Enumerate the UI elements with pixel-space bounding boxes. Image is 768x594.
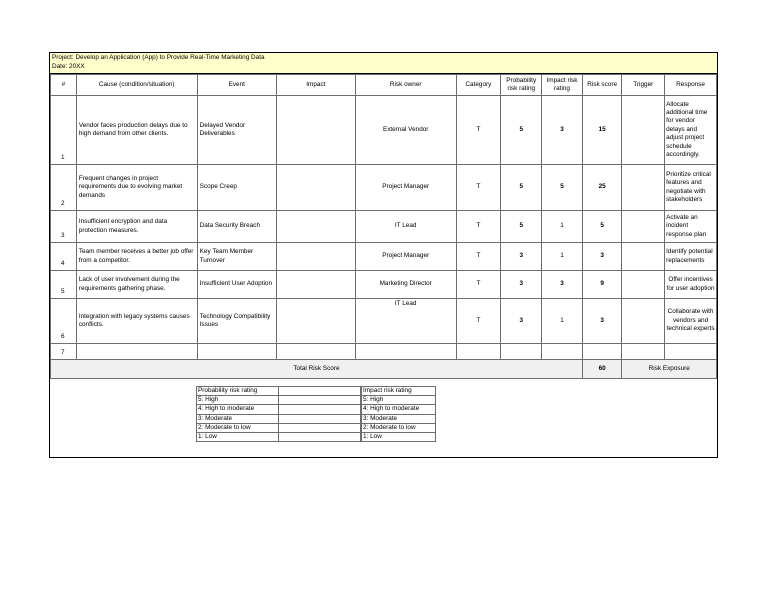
- owner-cell: Marketing Director: [355, 271, 456, 299]
- event-cell: Key Team Member Turnover: [197, 243, 276, 271]
- risk-table: [50, 74, 717, 379]
- table-row: [51, 211, 717, 243]
- cause-cell: [76, 344, 197, 360]
- col-category: Category: [456, 75, 501, 96]
- trigger-cell: [622, 344, 665, 360]
- table-row: [51, 96, 717, 165]
- event-cell: Delayed Vendor Deliverables: [197, 96, 276, 165]
- response-cell: Activate an incident response plan: [665, 211, 717, 243]
- project-title: Project: Develop an Application (App) to Provide Real-Time Marketing Data: [52, 54, 265, 61]
- score-cell: 25: [582, 165, 622, 211]
- impact-rating-cell: 1: [542, 243, 583, 271]
- legend-item: 5: High: [362, 396, 436, 405]
- owner-cell: Project Manager: [355, 165, 456, 211]
- table-row: [51, 344, 717, 360]
- trigger-cell: [622, 211, 665, 243]
- legend-item: 1: Low: [362, 433, 436, 442]
- response-cell: Offer incentives for user adoption: [665, 271, 717, 299]
- cause-cell: Lack of user involvement during the requirements gathering phase.: [76, 271, 197, 299]
- category-cell: T: [456, 165, 501, 211]
- header-row: [51, 75, 717, 96]
- table-row: [51, 271, 717, 299]
- col-score: Risk score: [582, 75, 622, 96]
- col-impact: Impact: [276, 75, 355, 96]
- score-cell: 3: [582, 299, 622, 344]
- event-cell: Data Security Breach: [197, 211, 276, 243]
- trigger-cell: [622, 299, 665, 344]
- legend-title: Probability risk rating: [197, 387, 279, 396]
- impact-rating-cell: 1: [542, 211, 583, 243]
- col-impact-rating: Impact risk rating: [542, 75, 583, 96]
- impact-cell: [276, 271, 355, 299]
- impact-rating-cell: 3: [542, 271, 583, 299]
- legend-title: Impact risk rating: [362, 387, 436, 396]
- trigger-cell: [622, 165, 665, 211]
- impact-rating-cell: 1: [542, 299, 583, 344]
- response-cell: Collaborate with vendors and technical experts: [665, 299, 717, 344]
- probability-cell: 5: [501, 96, 542, 165]
- score-cell: 15: [582, 96, 622, 165]
- legend-item: 4: High to moderate: [362, 405, 436, 414]
- row-number: 4: [51, 243, 77, 271]
- legend-item: 2: Moderate to low: [362, 423, 436, 432]
- table-row: [51, 243, 717, 271]
- row-number: 1: [51, 96, 77, 165]
- impact-rating-cell: 3: [542, 96, 583, 165]
- cause-cell: Insufficient encryption and data protection measures.: [76, 211, 197, 243]
- trigger-cell: [622, 243, 665, 271]
- score-cell: 5: [582, 211, 622, 243]
- cause-cell: Integration with legacy systems causes conflicts.: [76, 299, 197, 344]
- impact-cell: [276, 96, 355, 165]
- legend-item: 2: Moderate to low: [197, 423, 279, 432]
- probability-legend: [196, 386, 361, 442]
- category-cell: T: [456, 96, 501, 165]
- row-number: 2: [51, 165, 77, 211]
- project-header: [50, 53, 717, 74]
- owner-cell: IT Lead: [355, 299, 456, 344]
- category-cell: T: [456, 271, 501, 299]
- cause-cell: Team member receives a better job offer from a competitor.: [76, 243, 197, 271]
- col-response: Response: [665, 75, 717, 96]
- row-number: 3: [51, 211, 77, 243]
- total-risk-label: Total Risk Score: [51, 360, 583, 379]
- legend-item: 3: Moderate: [197, 414, 279, 423]
- owner-cell: [355, 344, 456, 360]
- legend-item: 3: Moderate: [362, 414, 436, 423]
- impact-cell: [276, 165, 355, 211]
- event-cell: Insufficient User Adoption: [197, 271, 276, 299]
- col-cause: Cause (condition/situation): [76, 75, 197, 96]
- impact-cell: [276, 299, 355, 344]
- impact-cell: [276, 344, 355, 360]
- row-number: 7: [51, 344, 77, 360]
- category-cell: T: [456, 243, 501, 271]
- col-owner: Risk owner: [355, 75, 456, 96]
- response-cell: [665, 344, 717, 360]
- probability-cell: 5: [501, 211, 542, 243]
- impact-cell: [276, 243, 355, 271]
- owner-cell: External Vendor: [355, 96, 456, 165]
- trigger-cell: [622, 271, 665, 299]
- risk-register-sheet: [49, 52, 718, 458]
- total-row: [51, 360, 717, 379]
- owner-cell: IT Lead: [355, 211, 456, 243]
- row-number: 5: [51, 271, 77, 299]
- response-cell: Prioritize critical features and negotiate with stakeholders: [665, 165, 717, 211]
- col-probability: Probability risk rating: [501, 75, 542, 96]
- probability-cell: 3: [501, 299, 542, 344]
- table-row: [51, 299, 717, 344]
- project-date: Date: 20XX: [52, 63, 85, 70]
- col-num: #: [51, 75, 77, 96]
- legend-item: 4: High to moderate: [197, 405, 279, 414]
- probability-cell: 3: [501, 243, 542, 271]
- col-event: Event: [197, 75, 276, 96]
- impact-cell: [276, 211, 355, 243]
- response-cell: Allocate additional time for vendor delays and adjust project schedule accordingly.: [665, 96, 717, 165]
- cause-cell: Frequent changes in project requirements due to evolving market demands: [76, 165, 197, 211]
- risk-exposure-label: Risk Exposure: [622, 360, 717, 379]
- event-cell: Scope Creep: [197, 165, 276, 211]
- impact-rating-cell: 5: [542, 165, 583, 211]
- cause-cell: Vendor faces production delays due to high demand from other clients.: [76, 96, 197, 165]
- probability-cell: [501, 344, 542, 360]
- owner-cell: Project Manager: [355, 243, 456, 271]
- impact-legend: [361, 386, 436, 442]
- event-cell: [197, 344, 276, 360]
- event-cell: Technology Compatibility Issues: [197, 299, 276, 344]
- legend-item: 1: Low: [197, 433, 279, 442]
- table-row: [51, 165, 717, 211]
- legend-item: 5: High: [197, 396, 279, 405]
- score-cell: 9: [582, 271, 622, 299]
- col-trigger: Trigger: [622, 75, 665, 96]
- score-cell: 3: [582, 243, 622, 271]
- category-cell: [456, 344, 501, 360]
- total-risk-value: 60: [582, 360, 622, 379]
- row-number: 6: [51, 299, 77, 344]
- probability-cell: 5: [501, 165, 542, 211]
- probability-cell: 3: [501, 271, 542, 299]
- category-cell: T: [456, 211, 501, 243]
- score-cell: [582, 344, 622, 360]
- trigger-cell: [622, 96, 665, 165]
- impact-rating-cell: [542, 344, 583, 360]
- category-cell: T: [456, 299, 501, 344]
- response-cell: Identify potential replacements: [665, 243, 717, 271]
